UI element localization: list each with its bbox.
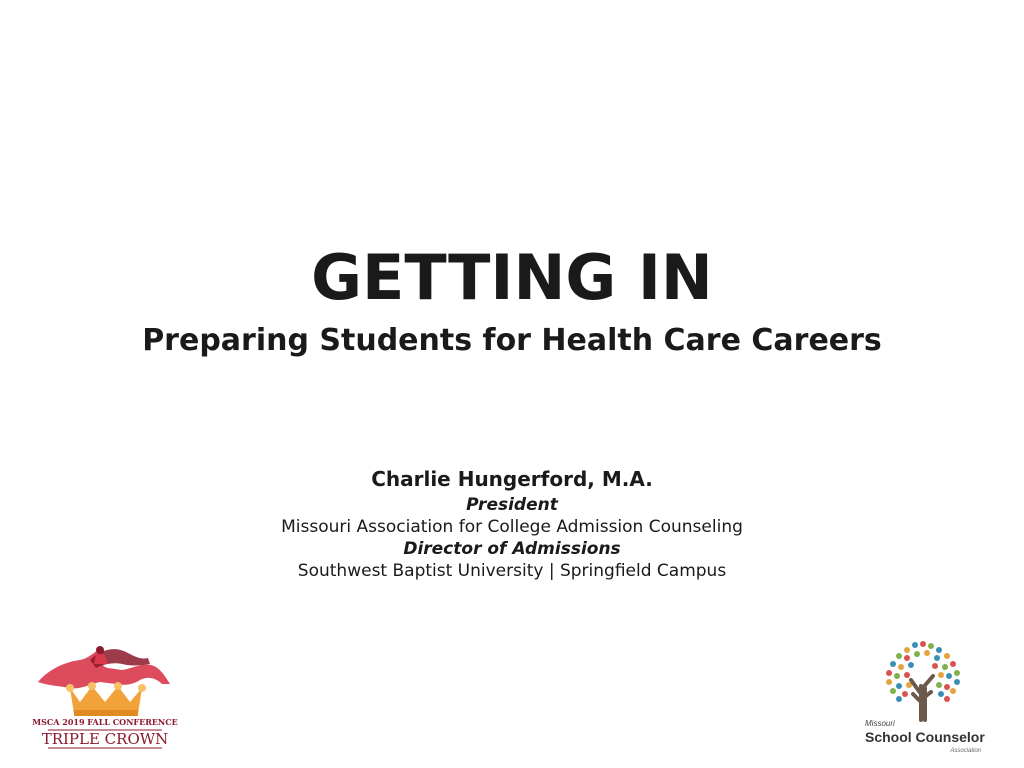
presenter-org-1: Missouri Association for College Admission Counseling	[281, 517, 743, 537]
dotted-tree-icon	[886, 641, 960, 720]
logo-left-line2: TRIPLE CROWN	[41, 730, 169, 748]
presenter-role-2: Director of Admissions	[403, 539, 621, 559]
slide-subtitle: Preparing Students for Health Care Careers	[142, 323, 882, 358]
presenter-org-2: Southwest Baptist University | Springfield Campus	[297, 561, 727, 581]
presenter-role-1: President	[466, 495, 558, 515]
logo-left-line1: MSCA 2019 FALL CONFERENCE	[32, 717, 178, 727]
horse-racing-crown-icon	[38, 646, 170, 716]
logo-right-line1: Missouri	[865, 719, 895, 728]
slide-title: GETTING IN	[311, 241, 713, 314]
logo-right-line2: School Counselor	[865, 729, 985, 745]
presenter-block	[0, 464, 1024, 582]
triple-crown-logo	[30, 640, 180, 752]
logo-right-line3: Association	[950, 748, 981, 754]
school-counselor-logo	[855, 636, 990, 754]
presenter-name: Charlie Hungerford, M.A.	[371, 467, 653, 491]
